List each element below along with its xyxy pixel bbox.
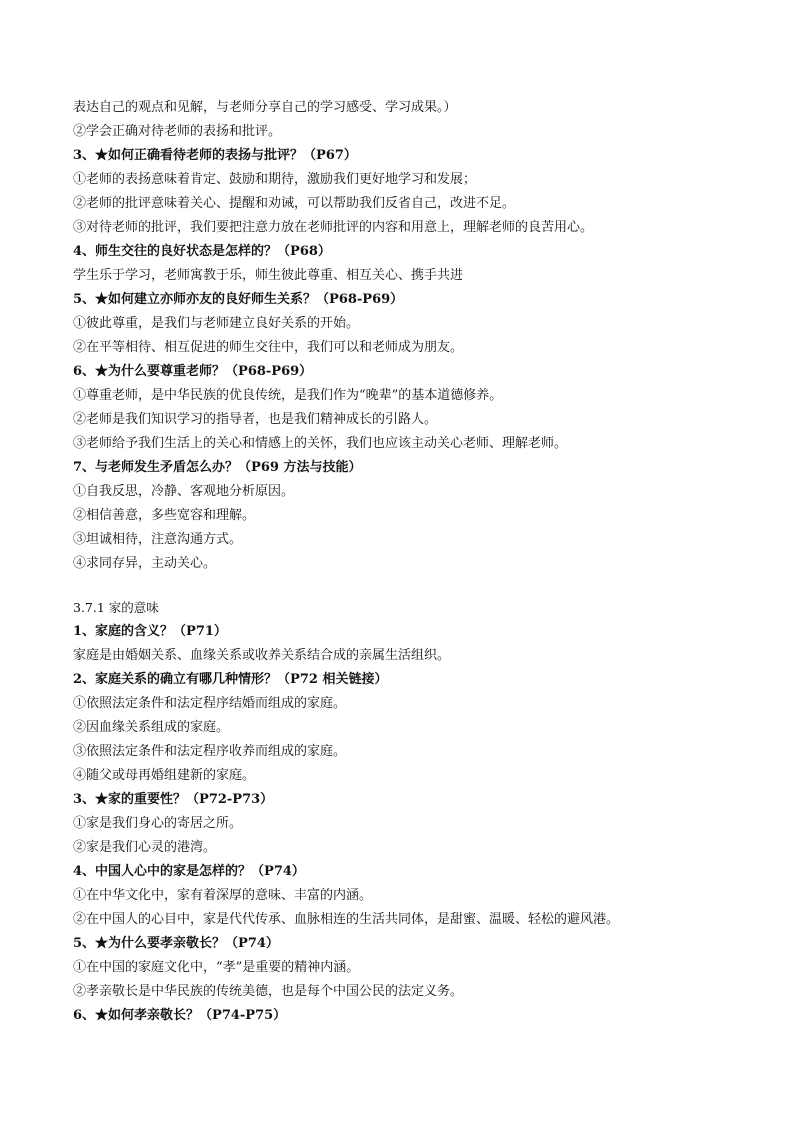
- text-line: ①老师的表扬意味着肯定、鼓励和期待，激励我们更好地学习和发展；: [73, 172, 477, 187]
- text-line: ②相信善意，多些宽容和理解。: [73, 508, 256, 523]
- question-heading: 5、★如何建立亦师亦友的良好师生关系？（P68-P69）: [73, 292, 404, 307]
- question-heading: 2、家庭关系的确立有哪几种情形？（P72 相关链接）: [73, 672, 388, 687]
- question-heading: 4、师生交往的良好状态是怎样的？（P68）: [73, 244, 331, 259]
- text-line: ③坦诚相待，注意沟通方式。: [73, 532, 243, 547]
- question-heading: 5、★为什么要孝亲敬长？（P74）: [73, 936, 279, 951]
- question-heading: 1、家庭的含义？（P71）: [73, 624, 227, 639]
- text-line: ④求同存异，主动关心。: [73, 556, 217, 571]
- text-line: ④随父或母再婚组建新的家庭。: [73, 768, 256, 783]
- text-line: 学生乐于学习，老师寓教于乐，师生彼此尊重、相互关心、携手共进: [73, 268, 464, 283]
- text-line: ②学会正确对待老师的表扬和批评。: [73, 124, 282, 139]
- question-heading: 3、★家的重要性？（P72-P73）: [73, 792, 274, 807]
- question-heading: 3、★如何正确看待老师的表扬与批评？（P67）: [73, 148, 357, 163]
- text-line: ①家是我们身心的寄居之所。: [73, 816, 243, 831]
- text-line: ①依照法定条件和法定程序结婚而组成的家庭。: [73, 696, 347, 711]
- text-line: ③老师给予我们生活上的关心和情感上的关怀，我们也应该主动关心老师、理解老师。: [73, 436, 568, 451]
- text-line: ②在中国人的心目中，家是代代传承、血脉相连的生活共同体，是甜蜜、温暖、轻松的避风港。: [73, 912, 620, 927]
- text-line: ②家是我们心灵的港湾。: [73, 840, 217, 855]
- text-line: ③依照法定条件和法定程序收养而组成的家庭。: [73, 744, 347, 759]
- question-heading: 7、与老师发生矛盾怎么办？（P69 方法与技能）: [73, 460, 362, 475]
- text-line: ②因血缘关系组成的家庭。: [73, 720, 230, 735]
- text-line: ①在中华文化中，家有着深厚的意味、丰富的内涵。: [73, 888, 373, 903]
- question-heading: 6、★如何孝亲敬长？（P74-P75）: [73, 1008, 287, 1023]
- text-line: 家庭是由婚姻关系、血缘关系或收养关系结合成的亲属生活组织。: [73, 648, 451, 663]
- text-line: ②孝亲敬长是中华民族的传统美德，也是每个中国公民的法定义务。: [73, 984, 464, 999]
- text-line: ①尊重老师，是中华民族的优良传统，是我们作为“晚辈”的基本道德修养。: [73, 388, 503, 403]
- text-line: ①自我反思，冷静、客观地分析原因。: [73, 484, 295, 499]
- text-line: ②老师是我们知识学习的指导者，也是我们精神成长的引路人。: [73, 412, 438, 427]
- text-line: ①彼此尊重，是我们与老师建立良好关系的开始。: [73, 316, 360, 331]
- text-line: ③对待老师的批评，我们要把注意力放在老师批评的内容和用意上，理解老师的良苦用心。: [73, 220, 594, 235]
- question-heading: 4、中国人心中的家是怎样的？（P74）: [73, 864, 305, 879]
- section-title: 3.7.1 家的意味: [73, 600, 159, 615]
- question-heading: 6、★为什么要尊重老师？（P68-P69）: [73, 364, 313, 379]
- text-line: ②在平等相待、相互促进的师生交往中，我们可以和老师成为朋友。: [73, 340, 464, 355]
- text-line: ②老师的批评意味着关心、提醒和劝诫，可以帮助我们反省自己，改进不足。: [73, 196, 516, 211]
- text-line: ①在中国的家庭文化中，“孝”是重要的精神内涵。: [73, 960, 360, 975]
- text-line: 表达自己的观点和见解，与老师分享自己的学习感受、学习成果。）: [73, 100, 457, 115]
